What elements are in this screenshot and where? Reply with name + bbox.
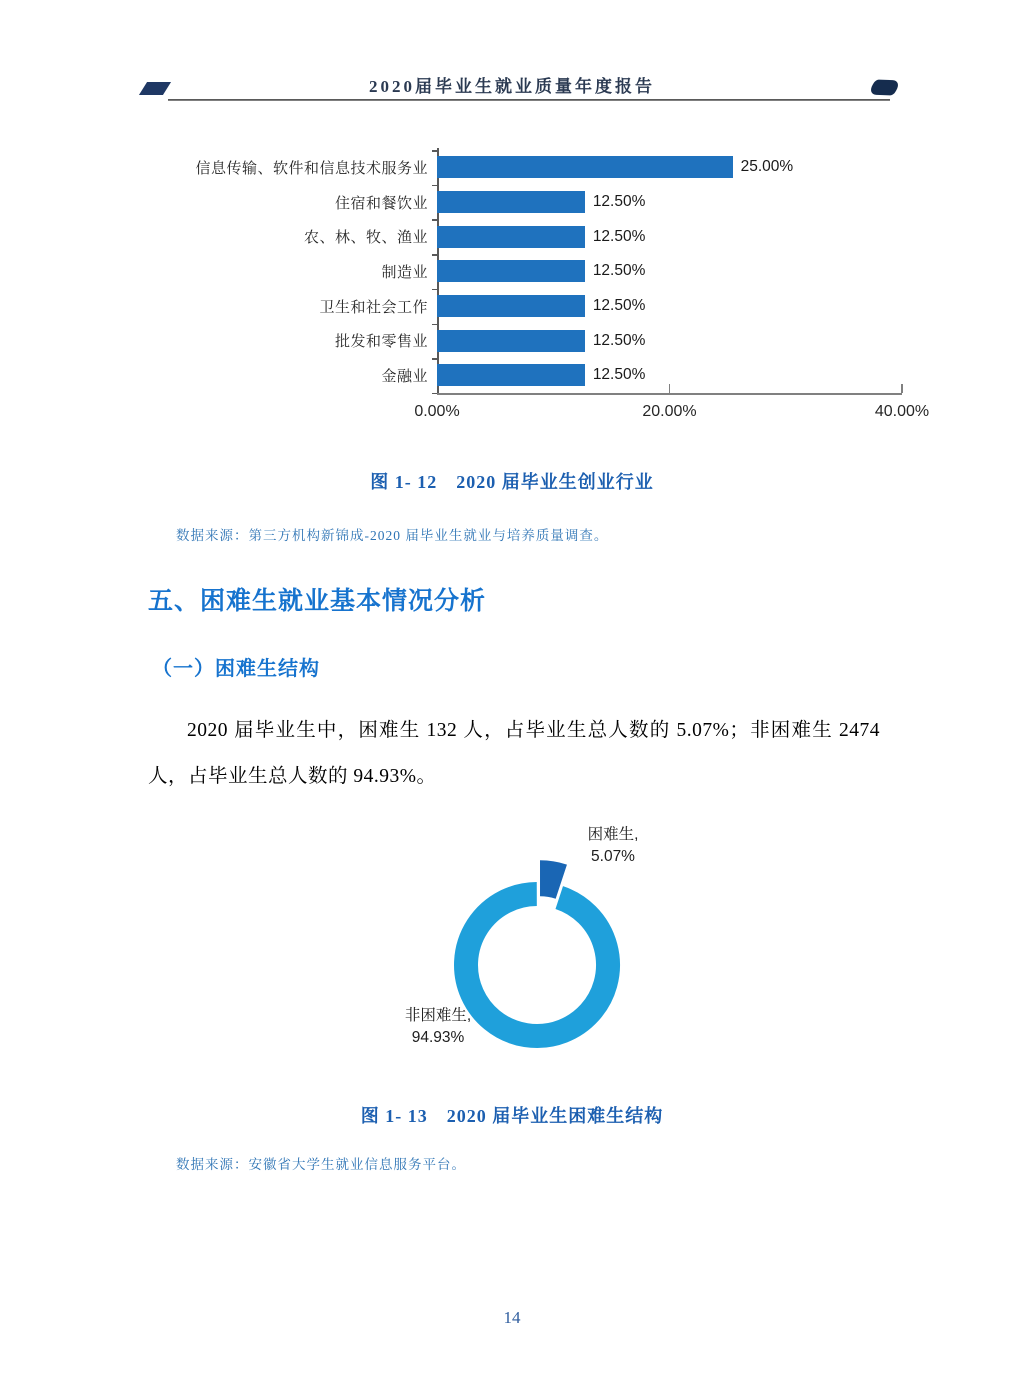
bar-value-label: 12.50%	[592, 366, 646, 384]
bar-value-label: 12.50%	[592, 331, 646, 349]
bar-row	[150, 185, 910, 220]
bar-value-label: 12.50%	[592, 297, 646, 315]
bar-track	[437, 191, 910, 213]
bar-row	[150, 150, 910, 185]
bar-chart-x-axis	[437, 393, 902, 395]
y-axis-tick	[432, 393, 437, 395]
bar-track	[437, 330, 910, 352]
bar-value-label: 25.00%	[740, 158, 794, 176]
bar-row	[150, 219, 910, 254]
x-axis-tick	[669, 384, 671, 393]
bar	[437, 156, 733, 178]
y-axis-tick	[432, 219, 437, 221]
bar-value-label: 12.50%	[592, 227, 646, 245]
y-axis-tick	[432, 289, 437, 291]
page-header-title: 2020届毕业生就业质量年度报告	[369, 77, 655, 96]
bar-category-label: 批发和零售业	[334, 333, 428, 351]
bar	[437, 295, 585, 317]
body-paragraph: 2020 届毕业生中，困难生 132 人，占毕业生总人数的 5.07%；非困难生 2474 人，占毕业生总人数的 94.93%。	[148, 720, 880, 787]
donut-label-difficult	[543, 824, 683, 868]
header-divider-line	[168, 99, 890, 101]
section-heading-5: 五、困难生就业基本情况分析	[148, 587, 487, 615]
subsection-heading-1: （一）困难生结构	[152, 658, 320, 680]
bar-category-label: 农、林、牧、渔业	[303, 229, 428, 247]
bar-category-label: 卫生和社会工作	[319, 298, 428, 316]
x-axis-tick-label: 0.00%	[414, 403, 460, 420]
x-axis-tick-label: 20.00%	[642, 403, 697, 420]
figure-1-12-caption: 图 1- 12 2020 届毕业生创业行业	[370, 472, 654, 492]
bar-chart-x-tick-labels	[414, 403, 930, 425]
bar-row	[150, 289, 910, 324]
bar-category-label: 信息传输、软件和信息技术服务业	[195, 159, 428, 177]
bar-category-label: 制造业	[381, 263, 428, 281]
bar-track	[437, 226, 910, 248]
bar-value-label: 12.50%	[592, 193, 646, 211]
x-axis-tick-label: 40.00%	[874, 403, 930, 420]
bar	[437, 260, 585, 282]
figure-1-13-data-source: 数据来源：安徽省大学生就业信息服务平台。	[176, 1157, 466, 1172]
page-number: 14	[503, 1308, 521, 1327]
donut-label-nondifficult-value: 94.93%	[411, 1029, 465, 1046]
bar-category-label: 住宿和餐饮业	[334, 194, 428, 212]
donut-label-nondifficult-name: 非困难生,	[404, 1007, 472, 1024]
bar-track	[437, 156, 910, 178]
donut-label-difficult-value: 5.07%	[591, 848, 635, 865]
bar-track	[437, 260, 910, 282]
bar-track	[437, 364, 910, 386]
x-axis-tick	[901, 384, 903, 393]
y-axis-tick	[432, 150, 437, 152]
donut-label-difficult-name: 困难生,	[587, 826, 639, 843]
bar-value-label: 12.50%	[592, 262, 646, 280]
bar-row	[150, 323, 910, 358]
bar	[437, 226, 585, 248]
bar-row	[150, 358, 910, 393]
bar-row	[150, 254, 910, 289]
y-axis-tick	[432, 254, 437, 256]
bar	[437, 191, 585, 213]
figure-1-13-caption: 图 1- 13 2020 届毕业生困难生结构	[360, 1106, 664, 1126]
y-axis-tick	[432, 185, 437, 187]
bar-category-label: 金融业	[381, 367, 428, 385]
donut-label-nondifficult	[368, 1005, 508, 1049]
bar	[437, 330, 585, 352]
startup-industry-bar-chart	[150, 140, 930, 440]
bar-track	[437, 295, 910, 317]
bar-chart-rows	[150, 150, 910, 393]
y-axis-tick	[432, 324, 437, 326]
y-axis-tick	[432, 358, 437, 360]
figure-1-12-data-source: 数据来源：第三方机构新锦成-2020 届毕业生就业与培养质量调查。	[176, 528, 609, 543]
bar	[437, 364, 585, 386]
